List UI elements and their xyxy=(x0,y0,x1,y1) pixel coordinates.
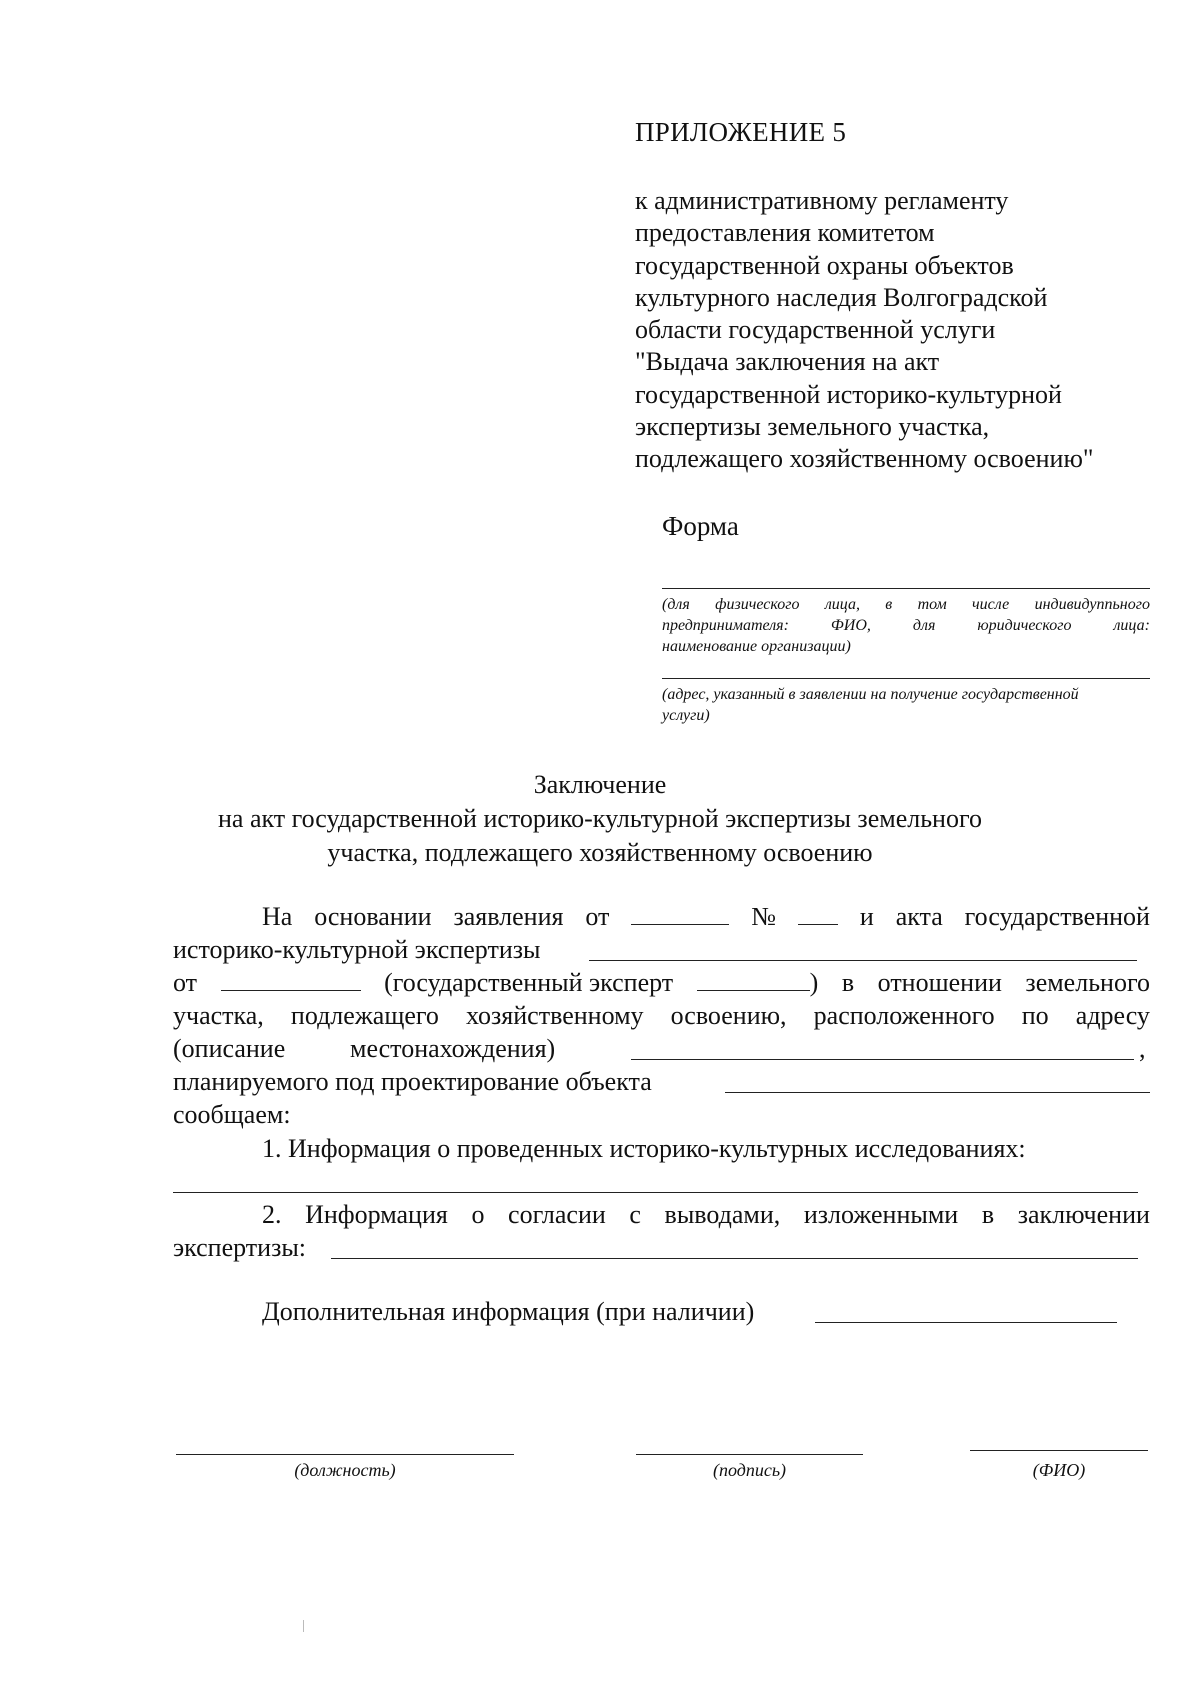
position-signature-line xyxy=(176,1454,514,1455)
position-caption: (должность) xyxy=(294,1460,396,1480)
document-subtitle-line2: участка, подлежащего хозяйственному освоению xyxy=(327,838,873,867)
additional-info-field xyxy=(815,1322,1117,1323)
planned-object-field xyxy=(725,1092,1150,1093)
recipient-note-line: предпринимателя: ФИО, для юридического лица: xyxy=(662,617,1150,634)
name-caption: (ФИО) xyxy=(1032,1460,1086,1480)
agreement-info-field xyxy=(331,1258,1138,1259)
body-line-5: (описание xyxy=(173,1034,286,1063)
body-line-4: участка, подлежащего хозяйственному освоению, расположенного по адресу xyxy=(173,1001,1150,1030)
scan-artifact xyxy=(303,1620,304,1632)
appendix-reference xyxy=(635,185,1094,476)
appendix-line: экспертизы земельного участка, xyxy=(635,412,990,442)
recipient-address-line xyxy=(662,678,1150,679)
appendix-line: государственной историко-культурной xyxy=(635,379,1062,409)
appendix-line: подлежащего хозяйственному освоению" xyxy=(635,444,1094,474)
name-signature-line xyxy=(970,1450,1148,1451)
form-label: Форма xyxy=(662,511,739,541)
appendix-line: к административному регламенту xyxy=(635,186,1009,215)
signature-caption: (подпись) xyxy=(712,1460,787,1480)
recipient-address-note: (адрес, указанный в заявлении на получение государственной услуги) xyxy=(662,686,1079,724)
body-line-7: сообщаем: xyxy=(173,1100,291,1129)
expertise-date-field xyxy=(221,968,361,991)
document-subtitle-line1: на акт государственной историко-культурной экспертизы земельного xyxy=(218,804,982,833)
application-date-field xyxy=(631,902,729,925)
location-comma: , xyxy=(1139,1034,1146,1063)
document-title: Заключение xyxy=(533,770,667,799)
recipient-name-line xyxy=(662,588,1150,589)
appendix-line: "Выдача заключения на акт xyxy=(635,347,940,377)
location-field xyxy=(631,1059,1134,1060)
body-line-2: историко-культурной экспертизы xyxy=(173,935,541,964)
additional-info-label: Дополнительная информация (при наличии) xyxy=(262,1297,755,1326)
recipient-note-line: (для физического лица, в том числе индивидуппьного xyxy=(662,596,1150,613)
recipient-note-line: наименование организации) xyxy=(662,638,851,655)
body-line-3: от (государственный эксперт ) в отношении земельного xyxy=(173,968,1150,997)
body-line-1: На основании заявления от № и акта государственной xyxy=(262,902,1150,931)
location-label: местонахождения) xyxy=(350,1034,556,1063)
appendix-line: предоставления комитетом xyxy=(635,218,935,248)
recipient-name-note xyxy=(662,594,1150,657)
appendix-title: ПРИЛОЖЕНИЕ 5 xyxy=(635,117,847,147)
body-line-6: планируемого под проектирование объекта xyxy=(173,1067,652,1096)
item-1: 1. Информация о проведенных историко-культурных исследованиях: xyxy=(262,1134,1026,1163)
research-info-field xyxy=(173,1192,1138,1193)
application-number-field xyxy=(798,902,838,925)
appendix-line: области государственной услуги xyxy=(635,315,996,345)
appendix-line: государственной охраны объектов xyxy=(635,250,1014,280)
appendix-line: культурного наследия Волгоградской xyxy=(635,282,1048,312)
item-2: 2. Информация о согласии с выводами, изложенными в заключении xyxy=(262,1200,1150,1229)
expert-name-field xyxy=(697,968,810,991)
item-2-continuation: экспертизы: xyxy=(173,1233,307,1262)
signature-line xyxy=(636,1454,863,1455)
expertise-act-field xyxy=(589,960,1137,961)
